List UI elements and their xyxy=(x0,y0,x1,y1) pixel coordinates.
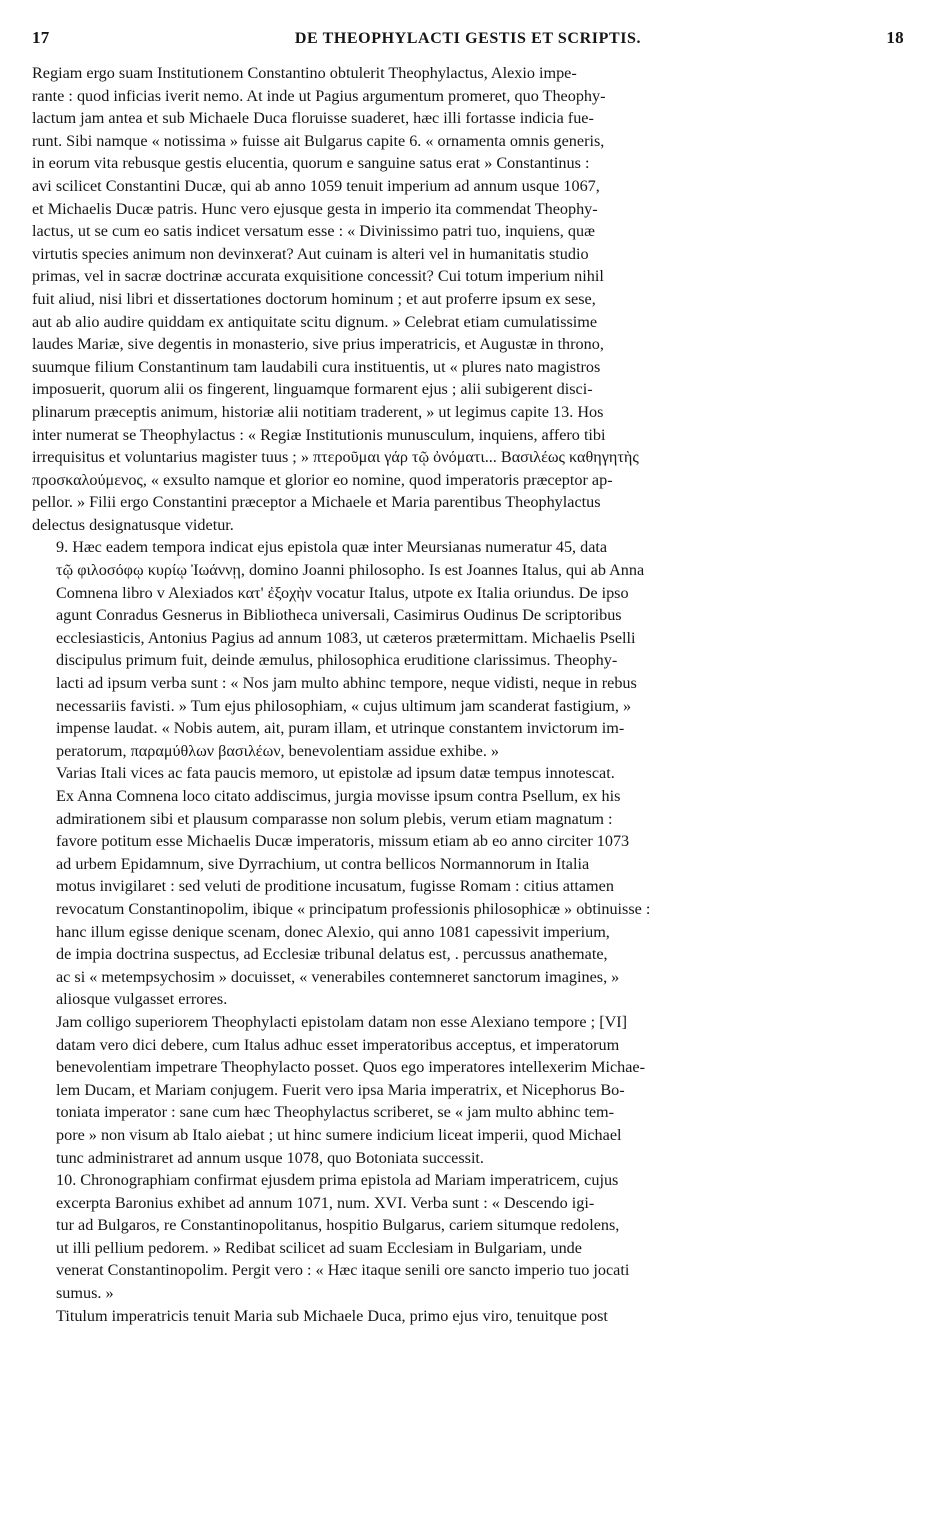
text-line: laudes Mariæ, sive degentis in monasterio, sive prius imperatricis, et Augustæ in throno, xyxy=(32,335,604,354)
text-line: hanc illum egisse denique scenam, donec Alexio, qui anno 1081 capessivit imperium, xyxy=(56,922,610,941)
text-line: 10. Chronographiam confirmat ejusdem prima epistola ad Mariam imperatricem, cujus xyxy=(56,1171,619,1190)
text-line: motus invigilaret : sed veluti de proditione incusatum, fugisse Romam : citius attamen xyxy=(56,877,614,896)
text-line: lem Ducam, et Mariam conjugem. Fuerit vero ipsa Maria imperatrix, et Nicephorus Bo- xyxy=(56,1080,625,1099)
text-line: 9. Hæc eadem tempora indicat ejus epistola quæ inter Meursianas numeratur 45, data xyxy=(56,538,608,557)
text-line: lactus, ut se cum eo satis indicet versatum esse : « Divinissimo patri tuo, inquiens, quæ xyxy=(32,222,595,241)
text-line: datam vero dici debere, cum Italus adhuc esset imperatoribus acceptus, et imperatorum xyxy=(56,1035,620,1054)
text-line: Ex Anna Comnena loco citato addiscimus, jurgia movisse ipsum contra Psellum, ex his xyxy=(56,787,621,805)
text-line: ecclesiasticis, Antonius Pagius ad annum 1083, ut cæteros prætermittam. Michaelis Pselli xyxy=(56,628,636,647)
page-number-right: 18 xyxy=(886,28,904,47)
body-text xyxy=(32,62,904,1327)
text-line: lactum jam antea et sub Michaele Duca floruisse suaderet, hæc illi fortasse indicia fue- xyxy=(32,109,594,128)
text-line: ac si « metempsychosim » docuisset, « venerabiles contemneret sanctorum imagines, » xyxy=(56,967,620,986)
text-line: Titulum imperatricis tenuit Maria sub Michaele Duca, primo ejus viro, tenuitque post xyxy=(56,1306,608,1325)
paragraph xyxy=(32,536,904,762)
text-line: agunt Conradus Gesnerus in Bibliotheca universali, Casimirus Oudinus De scriptoribus xyxy=(56,606,622,625)
text-line: avi scilicet Constantini Ducæ, qui ab anno 1059 tenuit imperium ad annum usque 1067, xyxy=(32,176,600,195)
text-line: in eorum vita rebusque gestis elucentia, quorum e sanguine satus erat » Constantinus : xyxy=(32,154,590,173)
paragraph xyxy=(32,62,904,536)
text-line: pellor. » Filii ergo Constantini præceptor a Michaele et Maria parentibus Theophylactus xyxy=(32,493,601,512)
text-line: admirationem sibi et plausum comparasse non solum plebis, verum etiam magnatum : xyxy=(56,809,613,828)
text-line: imposuerit, quorum alii os fingerent, linguamque formarent ejus ; alii subigerent disci- xyxy=(32,380,593,399)
text-line: lacti ad ipsum verba sunt : « Nos jam multo abhinc tempore, neque vidisti, neque in rebus xyxy=(56,674,637,693)
text-line: ad urbem Epidamnum, sive Dyrrachium, ut contra bellicos Normannorum in Italia xyxy=(56,854,590,873)
text-line: primas, vel in sacræ doctrinæ accurata exquisitione concessit? Cui totum imperium nihil xyxy=(32,267,604,286)
text-line: aut ab alio audire quiddam ex antiquitate scitu dignum. » Celebrat etiam cumulatissime xyxy=(32,312,598,331)
text-line: tur ad Bulgaros, re Constantinopolitanus, hospitio Bulgarus, cariem situmque redolens, xyxy=(56,1216,620,1235)
text-line: necessariis favisti. » Tum ejus philosophiam, « cujus ultimum jam scanderat fastigium, » xyxy=(56,696,632,715)
text-line: Varias Itali vices ac fata paucis memoro, ut epistolæ ad ipsum datæ tempus innotescat. xyxy=(56,764,615,783)
text-line: de impia doctrina suspectus, ad Ecclesiæ tribunal delatus est, . percussus anathemate, xyxy=(56,945,608,964)
text-line: Regiam ergo suam Institutionem Constantino obtulerit Theophylactus, Alexio impe- xyxy=(32,64,577,82)
text-line: excerpta Baronius exhibet ad annum 1071, num. XVI. Verba sunt : « Descendo igi- xyxy=(56,1193,595,1212)
text-line: favore potitum esse Michaelis Ducæ imperatoris, missum etiam ab eo anno circiter 1073 xyxy=(56,832,630,851)
text-line: peratorum, παραμύθλων βασιλέων, benevolentiam assidue exhibe. » xyxy=(56,741,500,760)
text-line: revocatum Constantinopolim, ibique « principatum professionis philosophicæ » obtinuisse : xyxy=(56,899,651,918)
text-line: rante : quod inficias iverit nemo. At inde ut Pagius argumentum promeret, quo Theophy- xyxy=(32,86,606,105)
text-line: Jam colligo superiorem Theophylacti epistolam datam non esse Alexiano tempore ; [VI] xyxy=(56,1012,628,1031)
paragraph xyxy=(32,1169,904,1305)
text-line: runt. Sibi namque « notissima » fuisse ait Bulgarus capite 6. « ornamenta omnis generis, xyxy=(32,131,605,150)
text-line: sumus. » xyxy=(56,1284,114,1303)
paragraph xyxy=(32,1305,904,1328)
text-line: suumque filium Constantinum tam laudabili cura instituentis, ut « plures nato magistros xyxy=(32,357,601,376)
text-line: irrequisitus et voluntarius magister tuus ; » πτεροῦμαι γάρ τῷ ὀνόματι... Βασιλέως καθηγητὴς xyxy=(32,448,639,467)
text-line: tunc administraret ad annum usque 1078, quo Botoniata successit. xyxy=(56,1148,484,1167)
text-line: benevolentiam impetrare Theophylacto posset. Quos ego imperatores intellexerim Michae- xyxy=(56,1058,646,1077)
text-line: inter numerat se Theophylactus : « Regiæ Institutionis munusculum, inquiens, affero tibi xyxy=(32,425,606,444)
paragraph xyxy=(32,762,904,1011)
running-header xyxy=(32,28,904,58)
text-line: discipulus primum fuit, deinde æmulus, philosophica eruditione clarissimus. Theophy- xyxy=(56,651,618,670)
text-line: impense laudat. « Nobis autem, ait, puram illam, et utrinque constantem invictorum im- xyxy=(56,719,625,738)
text-line: virtutis species animum non devinxerat? Aut cuinam is alteri vel in humanitatis studio xyxy=(32,244,589,263)
text-line: et Michaelis Ducæ patris. Hunc vero ejusque gesta in imperio ita commendat Theophy- xyxy=(32,199,598,218)
text-line: pore » non visum ab Italo aiebat ; ut hinc sumere indicium liceat imperii, quod Michael xyxy=(56,1125,622,1144)
text-line: plinarum præceptis animum, historiæ alii notitiam traderent, » ut legimus capite 13. Hos xyxy=(32,402,604,421)
text-line: venerat Constantinopolim. Pergit vero : « Hæc itaque senili ore sancto imperio tuo jocati xyxy=(56,1261,630,1280)
text-line: τῷ φιλοσόφῳ κυρίῳ Ἰωάννῃ, domino Joanni philosopho. Is est Joannes Italus, qui ab Anna xyxy=(56,561,645,580)
running-title: DE THEOPHYLACTI GESTIS ET SCRIPTIS. xyxy=(294,30,642,47)
paragraph xyxy=(32,1011,904,1169)
page-number-left: 17 xyxy=(32,28,50,47)
text-line: toniata imperator : sane cum hæc Theophylactus scriberet, se « jam multo abhinc tem- xyxy=(56,1103,615,1122)
text-line: Comnena libro v Alexiados κατ' ἐξοχὴν vocatur Italus, utpote ex Italia oriundus. De ipso xyxy=(56,583,629,602)
text-line: fuit aliud, nisi libri et dissertationes doctorum hominum ; et aut proferre ipsum ex sese, xyxy=(32,289,596,308)
document-page xyxy=(32,28,904,1518)
text-line: προσκαλούμενος, « exsulto namque et glorior eo nomine, quod imperatoris præceptor ap- xyxy=(32,470,613,489)
text-line: aliosque vulgasset errores. xyxy=(56,990,228,1009)
text-line: delectus designatusque videtur. xyxy=(32,515,234,534)
text-line: ut illi pellium pedorem. » Redibat scilicet ad suam Ecclesiam in Bulgariam, unde xyxy=(56,1238,582,1257)
